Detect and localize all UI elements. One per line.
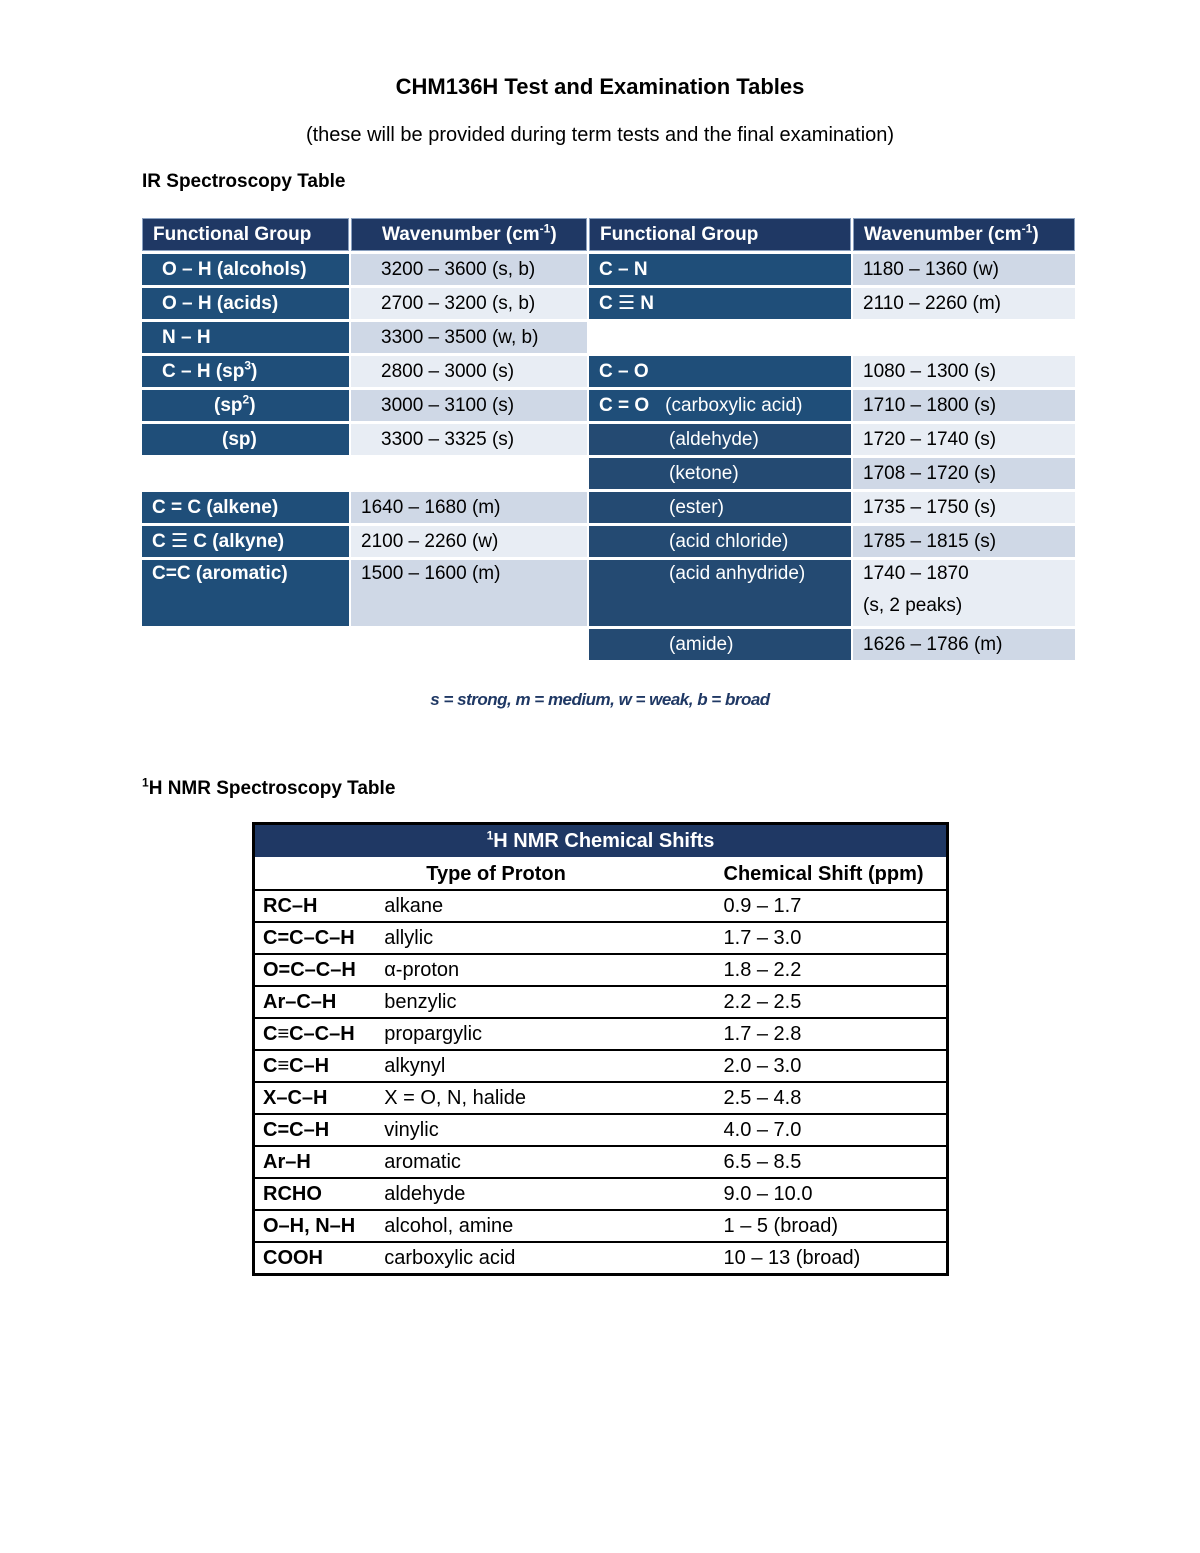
nmr-shift: 9.0 – 10.0 [712, 1178, 948, 1210]
ir-row [142, 458, 1075, 489]
nmr-shift: 10 – 13 (broad) [712, 1242, 948, 1275]
ir-group: (acid anhydride) [589, 560, 851, 626]
nmr-shift: 1.7 – 3.0 [712, 922, 948, 954]
nmr-proton-type: alkynyl [376, 1050, 711, 1082]
nmr-formula: O=C–C–H [254, 954, 377, 986]
ir-group: (amide) [589, 629, 851, 660]
nmr-header-row [254, 858, 948, 890]
nmr-formula: RC–H [254, 890, 377, 922]
ir-wavenumber: 2110 – 2260 (m) [853, 288, 1075, 319]
ir-group: C = C (alkene) [142, 492, 349, 523]
ir-group: C = O (carboxylic acid) [589, 390, 851, 421]
nmr-proton-type: allylic [376, 922, 711, 954]
nmr-shift: 6.5 – 8.5 [712, 1146, 948, 1178]
nmr-row [254, 890, 948, 922]
ir-group: O – H (acids) [142, 288, 349, 319]
ir-row [142, 629, 1075, 660]
ir-group: (aldehyde) [589, 424, 851, 455]
ir-header-group-right: Functional Group [589, 218, 851, 251]
ir-group: O – H (alcohols) [142, 254, 349, 285]
nmr-formula: Ar–H [254, 1146, 377, 1178]
ir-wavenumber: 3300 – 3500 (w, b) [351, 322, 587, 353]
nmr-row [254, 986, 948, 1018]
nmr-table [252, 822, 949, 1276]
ir-wavenumber: 1710 – 1800 (s) [853, 390, 1075, 421]
nmr-formula: Ar–C–H [254, 986, 377, 1018]
ir-row [142, 526, 1075, 557]
ir-row [142, 288, 1075, 319]
ir-header-wavenumber-right: Wavenumber $(cm^{-1})$ [853, 218, 1075, 251]
ir-header-wavenumber-left: Wavenumber $(cm^{-1})$ [351, 218, 587, 251]
ir-group: (acid chloride) [589, 526, 851, 557]
ir-legend: s = strong, m = medium, w = weak, b = broad [430, 690, 770, 709]
ir-section-heading: IR Spectroscopy Table [142, 171, 346, 192]
ir-header-row [142, 218, 1075, 251]
nmr-row [254, 1050, 948, 1082]
nmr-shift: 4.0 – 7.0 [712, 1114, 948, 1146]
page-subtitle: (these will be provided during term tests and the final examination) [305, 124, 895, 146]
ir-wavenumber: 1740 – 1870 (s, 2 peaks) [853, 560, 1075, 626]
nmr-formula: COOH [254, 1242, 377, 1275]
ir-row [142, 322, 1075, 353]
ir-group: C – N [589, 254, 851, 285]
ir-wavenumber: 2100 – 2260 (w) [351, 526, 587, 557]
ir-wavenumber: 1785 – 1815 (s) [853, 526, 1075, 557]
nmr-shift: 1.8 – 2.2 [712, 954, 948, 986]
nmr-shift: 2.5 – 4.8 [712, 1082, 948, 1114]
ir-row [142, 390, 1075, 421]
nmr-formula: C≡C–C–H [254, 1018, 377, 1050]
ir-row [142, 424, 1075, 455]
nmr-proton-type: alcohol, amine [376, 1210, 711, 1242]
ir-wavenumber: 1500 – 1600 (m) [351, 560, 587, 626]
ir-group: N – H [142, 322, 349, 353]
nmr-row [254, 954, 948, 986]
nmr-formula: O–H, N–H [254, 1210, 377, 1242]
ir-wavenumber: 1640 – 1680 (m) [351, 492, 587, 523]
nmr-shift: 2.2 – 2.5 [712, 986, 948, 1018]
ir-wavenumber: 1720 – 1740 (s) [853, 424, 1075, 455]
ir-row [142, 492, 1075, 523]
ir-wavenumber: 1708 – 1720 (s) [853, 458, 1075, 489]
nmr-formula: C=C–C–H [254, 922, 377, 954]
ir-wavenumber: 2800 – 3000 (s) [351, 356, 587, 387]
nmr-header-type: Type of Proton [376, 858, 711, 890]
ir-wavenumber: 1626 – 1786 (m) [853, 629, 1075, 660]
nmr-formula: X–C–H [254, 1082, 377, 1114]
ir-group: C ☰ N [589, 288, 851, 319]
nmr-section-heading: $^1$H NMR Spectroscopy Table [142, 775, 396, 799]
nmr-shift: 1.7 – 2.8 [712, 1018, 948, 1050]
nmr-formula: RCHO [254, 1178, 377, 1210]
nmr-row [254, 1146, 948, 1178]
ir-wavenumber: 3300 – 3325 (s) [351, 424, 587, 455]
ir-table [140, 215, 1077, 663]
nmr-proton-type: propargylic [376, 1018, 711, 1050]
nmr-formula: C≡C–H [254, 1050, 377, 1082]
ir-group: (ketone) [589, 458, 851, 489]
nmr-proton-type: alkane [376, 890, 711, 922]
page-title: CHM136H Test and Examination Tables [395, 74, 805, 99]
nmr-proton-type: vinylic [376, 1114, 711, 1146]
nmr-proton-type: X = O, N, halide [376, 1082, 711, 1114]
nmr-shift: 2.0 – 3.0 [712, 1050, 948, 1082]
nmr-shift: 0.9 – 1.7 [712, 890, 948, 922]
ir-header-group-left: Functional Group [142, 218, 349, 251]
ir-wavenumber: 2700 – 3200 (s, b) [351, 288, 587, 319]
ir-wavenumber: 3000 – 3100 (s) [351, 390, 587, 421]
nmr-proton-type: benzylic [376, 986, 711, 1018]
nmr-proton-type: aldehyde [376, 1178, 711, 1210]
nmr-table-caption: $^1$H NMR Chemical Shifts [254, 824, 948, 859]
ir-group: (sp) [142, 424, 349, 455]
ir-group: C – O [589, 356, 851, 387]
nmr-formula: C=C–H [254, 1114, 377, 1146]
nmr-row [254, 1210, 948, 1242]
nmr-row [254, 1018, 948, 1050]
ir-wavenumber: 1180 – 1360 (w) [853, 254, 1075, 285]
ir-group: C=C (aromatic) [142, 560, 349, 626]
ir-row [142, 254, 1075, 285]
nmr-shift: 1 – 5 (broad) [712, 1210, 948, 1242]
ir-row [142, 560, 1075, 626]
ir-row [142, 356, 1075, 387]
nmr-row [254, 1114, 948, 1146]
nmr-row [254, 922, 948, 954]
ir-group: (ester) [589, 492, 851, 523]
nmr-header-shift: Chemical Shift (ppm) [712, 858, 948, 890]
nmr-row [254, 1242, 948, 1275]
ir-group: C ☰ C (alkyne) [142, 526, 349, 557]
nmr-row [254, 1178, 948, 1210]
nmr-proton-type: aromatic [376, 1146, 711, 1178]
ir-group: C – H $(sp^3)$ [142, 356, 349, 387]
nmr-row [254, 1082, 948, 1114]
ir-wavenumber: 1735 – 1750 (s) [853, 492, 1075, 523]
nmr-proton-type: carboxylic acid [376, 1242, 711, 1275]
ir-wavenumber: 1080 – 1300 (s) [853, 356, 1075, 387]
ir-group: $(sp^2)$ [142, 390, 349, 421]
ir-wavenumber: 3200 – 3600 (s, b) [351, 254, 587, 285]
nmr-proton-type: α-proton [376, 954, 711, 986]
